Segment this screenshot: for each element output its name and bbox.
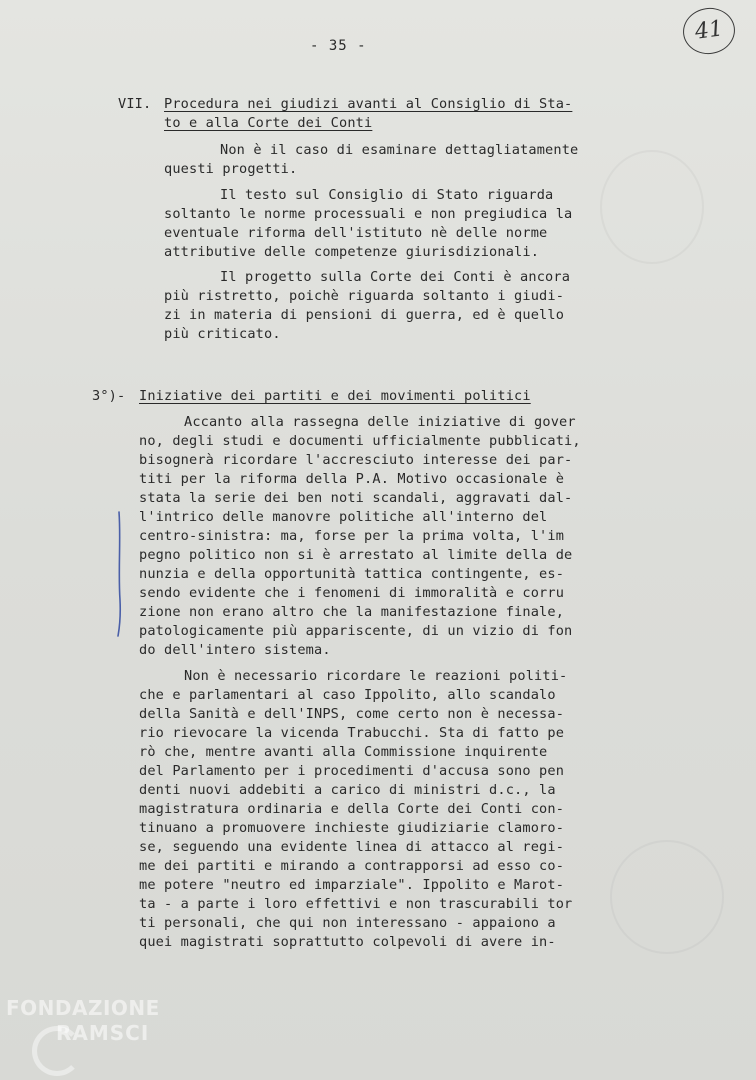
section-3-para2-line: denti nuovi addebiti a carico di ministri d.c., la <box>139 782 556 798</box>
page-number: - 35 - <box>310 38 367 54</box>
section-3-para1-line: pegno politico non si è arrestato al limite della de <box>139 547 573 563</box>
section-3-para1-line: patologicamente più appariscente, di un vizio di fon <box>139 623 573 639</box>
section-3-para2-line: me dei partiti e mirando a contrapporsi ad esso co- <box>139 858 565 874</box>
section-3-para1-line: no, degli studi e documenti ufficialmente pubblicati, <box>139 433 581 449</box>
section-3-title: Iniziative dei partiti e dei movimenti politici <box>139 388 531 404</box>
section-3-para2-line: rio rievocare la vicenda Trabucchi. Sta di fatto pe <box>139 725 565 741</box>
archive-number-stamp: 41 <box>680 5 738 58</box>
section-3-para2-line: della Sanità e dell'INPS, come certo non è necessa- <box>139 706 565 722</box>
section-3-para1-line: stata la serie dei ben noti scandali, aggravati dal- <box>139 490 573 506</box>
section-vii-text-line: Il testo sul Consiglio di Stato riguarda <box>220 187 554 203</box>
section-vii-text-line: soltanto le norme processuali e non pregiudica la <box>164 206 573 222</box>
section-3-numeral: 3°)- <box>92 388 126 404</box>
section-3-para2-line: del Parlamento per i procedimenti d'accusa sono pen <box>139 763 565 779</box>
section-vii-text-line: eventuale riforma dell'istituto nè delle norme <box>164 225 548 241</box>
section-vii-text-line: attributive delle competenze giurisdizionali. <box>164 244 540 260</box>
section-3-para1-line: l'intrico delle manovre politiche all'interno del <box>139 509 548 525</box>
faint-stamp-shadow <box>610 840 724 954</box>
section-3-para1-line: sendo evidente che i fenomeni di immoralità e corru <box>139 585 565 601</box>
section-vii-title-line-2: to e alla Corte dei Conti <box>164 115 373 131</box>
section-3-para2-line: ti personali, che qui non interessano - appaiono a <box>139 915 556 931</box>
section-vii-numeral: VII. <box>118 96 152 112</box>
section-3-para1-line: Accanto alla rassegna delle iniziative di gover <box>184 414 576 430</box>
section-vii-title-line-1: Procedura nei giudizi avanti al Consiglio di Sta- <box>164 96 573 112</box>
section-vii-text-line: Non è il caso di esaminare dettagliatamente <box>220 142 579 158</box>
section-vii-text-line: più ristretto, poichè riguarda soltanto i giudi- <box>164 288 565 304</box>
section-vii-text-line: Il progetto sulla Corte dei Conti è ancora <box>220 269 571 285</box>
section-3-para1-line: titi per la riforma della P.A. Motivo occasionale è <box>139 471 565 487</box>
section-3-para1-line: centro-sinistra: ma, forse per la prima volta, l'im <box>139 528 565 544</box>
section-3-para2-line: magistratura ordinaria e della Corte dei Conti con- <box>139 801 565 817</box>
section-3-para2-line: che e parlamentari al caso Ippolito, allo scandalo <box>139 687 556 703</box>
section-3-para1-line: zione non erano altro che la manifestazione finale, <box>139 604 565 620</box>
section-vii-text-line: più criticato. <box>164 326 281 342</box>
section-3-para1-line: do dell'intero sistema. <box>139 642 331 658</box>
fondazione-gramsci-watermark <box>6 996 186 1076</box>
section-3-para2-line: ta - a parte i loro effettivi e non trascurabili tor <box>139 896 573 912</box>
section-3-para2-line: quei magistrati soprattutto colpevoli di avere in- <box>139 934 556 950</box>
section-3-para2-line: me potere "neutro ed imparziale". Ippolito e Marot- <box>139 877 565 893</box>
watermark-line-1: FONDAZIONE <box>6 996 160 1020</box>
section-3-para1-line: bisognerà ricordare l'accresciuto interesse dei par- <box>139 452 573 468</box>
section-3-para2-line: rò che, mentre avanti alla Commissione inquirente <box>139 744 548 760</box>
section-3-para2-line: se, seguendo una evidente linea di attacco al regi- <box>139 839 565 855</box>
section-3-para2-line: Non è necessario ricordare le reazioni politi- <box>184 668 568 684</box>
watermark-line-2: RAMSCI <box>56 1021 150 1045</box>
faint-stamp-shadow <box>600 150 704 264</box>
section-3-para1-line: nunzia e della opportunità tattica contingente, es- <box>139 566 565 582</box>
section-vii-text-line: questi progetti. <box>164 161 298 177</box>
margin-pen-mark <box>114 510 124 638</box>
section-3-para2-line: tinuano a promuovere inchieste giudiziarie clamoro- <box>139 820 565 836</box>
section-vii-text-line: zi in materia di pensioni di guerra, ed è quello <box>164 307 565 323</box>
